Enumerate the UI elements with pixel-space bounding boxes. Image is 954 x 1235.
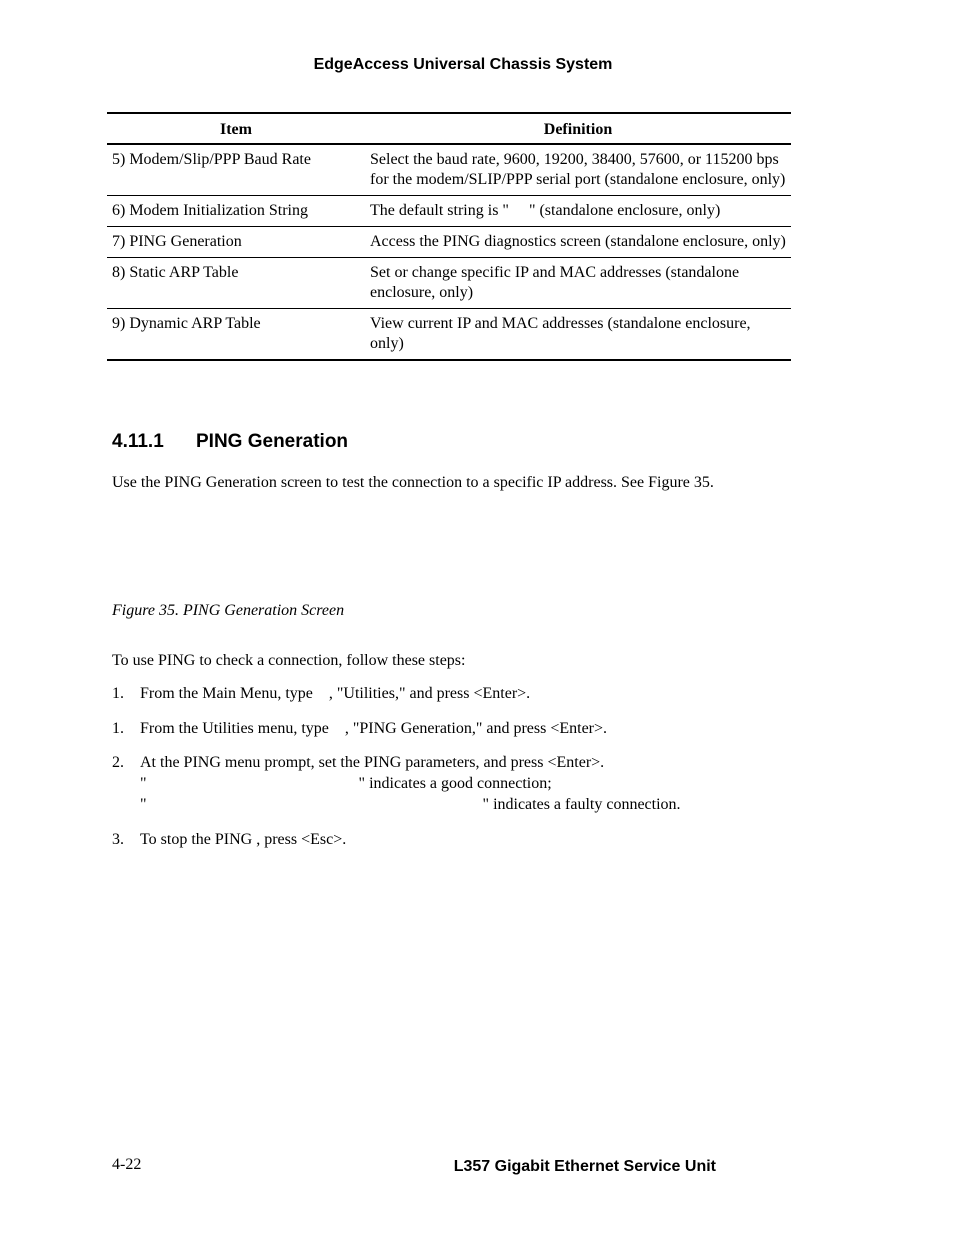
step-text: At the PING menu prompt, set the PING parameters, and press <Enter>.: [140, 754, 605, 771]
section-title: PING Generation: [196, 431, 349, 452]
table-cell-definition: Select the baud rate, 9600, 19200, 38400, 57600, or 115200 bps for the modem/SLIP/PPP serial port (standalone enclosure, only): [365, 144, 791, 196]
running-header: EdgeAccess Universal Chassis System: [313, 56, 613, 73]
table-cell-definition: View current IP and MAC addresses (standalone enclosure, only): [365, 309, 791, 361]
section-number: 4.11.1: [112, 431, 164, 452]
page-number: 4-22: [112, 1156, 142, 1173]
column-header-item: Item: [220, 121, 252, 138]
table-header-row: [107, 113, 791, 144]
table-cell-definition: Access the PING diagnostics screen (standalone enclosure, only): [365, 227, 791, 258]
table-cell-definition: The default string is " " (standalone enclosure, only): [365, 196, 791, 227]
section-heading: [112, 431, 348, 453]
column-header-definition: Definition: [543, 121, 613, 138]
definition-table: [107, 112, 791, 361]
intro-paragraph: Use the PING Generation screen to test the connection to a specific IP address. See Figure 35.: [112, 474, 714, 491]
step-text: From the Utilities menu, type , "PING Generation," and press <Enter>.: [140, 720, 608, 737]
table-row: [107, 309, 791, 361]
table-row: [107, 258, 791, 309]
table-row: [107, 196, 791, 227]
steps-intro: To use PING to check a connection, follow these steps:: [112, 652, 466, 669]
table-cell-definition: Set or change specific IP and MAC addresses (standalone enclosure, only): [365, 258, 791, 309]
table-cell-item: 7) PING Generation: [107, 227, 365, 258]
table-cell-item: 9) Dynamic ARP Table: [107, 309, 365, 361]
step-number: 3.: [112, 831, 124, 848]
table-cell-item: 8) Static ARP Table: [107, 258, 365, 309]
table-cell-item: 5) Modem/Slip/PPP Baud Rate: [107, 144, 365, 196]
step-text-good-connection: " " indicates a good connection;: [140, 775, 552, 792]
step-number: 1.: [112, 720, 124, 737]
step-text: From the Main Menu, type , "Utilities," and press <Enter>.: [140, 685, 531, 702]
step-number: 2.: [112, 754, 124, 771]
figure-caption: Figure 35. PING Generation Screen: [112, 602, 345, 619]
table-row: [107, 144, 791, 196]
step-text: To stop the PING , press <Esc>.: [140, 831, 347, 848]
table-row: [107, 227, 791, 258]
step-number: 1.: [112, 685, 124, 702]
step-text-faulty-connection: " " indicates a faulty connection.: [140, 796, 681, 813]
table-cell-item: 6) Modem Initialization String: [107, 196, 365, 227]
running-footer: L357 Gigabit Ethernet Service Unit: [453, 1158, 716, 1175]
